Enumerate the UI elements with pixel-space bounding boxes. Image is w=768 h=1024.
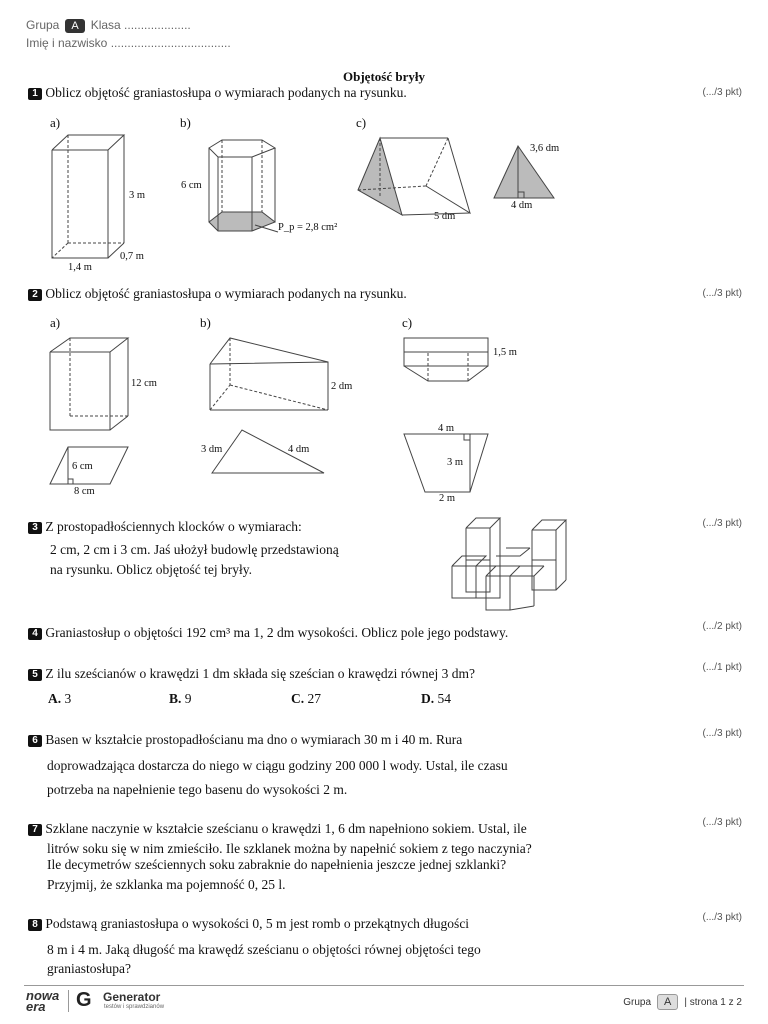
logo-separator	[68, 990, 69, 1012]
task-text: Ile decymetrów sześciennych soku zabraknie do napełnienia jeszcze jednej szklanki?	[47, 857, 507, 872]
dim-label: 4 m	[438, 423, 455, 434]
task-points: (.../2 pkt)	[702, 621, 742, 632]
task-text: Podstawą graniastosłupa o wysokości 0, 5 m jest romb o przekątnych długości	[45, 916, 470, 931]
task-text: Graniastosłup o objętości 192 cm³ ma 1, 2 dm wysokości. Oblicz pole jego podstawy.	[45, 625, 509, 640]
figure-label-c: c)	[402, 315, 413, 330]
task-4	[28, 624, 508, 642]
task-text: Oblicz objętość graniastosłupa o wymiarach podanych na rysunku.	[45, 85, 407, 100]
task-number: 4	[28, 628, 42, 640]
task-text: graniastosłupa?	[47, 961, 131, 976]
name-label: Imię i nazwisko ....................................	[26, 36, 231, 50]
answer-option[interactable]: C. 27	[291, 691, 321, 706]
figure-label-a: a)	[50, 115, 61, 130]
answer-option[interactable]: A. 3	[48, 691, 72, 706]
task-number: 6	[28, 735, 42, 747]
task-number: 7	[28, 824, 42, 836]
task-points: (.../3 pkt)	[702, 518, 742, 529]
group-badge: A	[657, 994, 678, 1010]
generator-logo-sub: testów i sprawdzianów	[104, 1004, 165, 1010]
task-number: 3	[28, 522, 42, 534]
dim-label: 2 dm	[331, 381, 353, 392]
generator-logo-icon: G	[76, 989, 92, 1011]
task-text: Szklane naczynie w kształcie sześcianu o krawędzi 1, 6 dm napełniono sokiem. Ustal, ile	[45, 821, 527, 836]
task-number: 8	[28, 919, 42, 931]
dim-label: 2 m	[439, 493, 456, 504]
group-badge: A	[65, 19, 84, 33]
task-points: (.../3 pkt)	[702, 87, 742, 98]
dim-label: P_p = 2,8 cm²	[278, 222, 338, 233]
group-label: Grupa	[26, 18, 60, 32]
task-8	[28, 915, 469, 933]
task-text: Przyjmij, że szklanka ma pojemność 0, 25 l.	[47, 877, 286, 892]
dim-label: 4 dm	[511, 200, 533, 211]
task-points: (.../1 pkt)	[702, 662, 742, 673]
figure-label-b: b)	[200, 315, 211, 330]
task-7	[28, 820, 527, 838]
dim-label: 3 m	[129, 190, 146, 201]
task-number: 2	[28, 289, 42, 301]
dim-label: 8 cm	[74, 486, 95, 497]
task-text: doprowadzająca dostarcza do niego w ciągu godziny 200 000 l wody. Ustal, ile czasu	[47, 758, 508, 773]
task-points: (.../3 pkt)	[702, 817, 742, 828]
footer-divider	[24, 985, 744, 986]
task-points: (.../3 pkt)	[702, 288, 742, 299]
task-6	[28, 731, 462, 749]
task-text: litrów soku się w nim zmieściło. Ile szklanek można by napełnić sokiem z tego naczynia?	[47, 841, 532, 856]
task-text: Oblicz objętość graniastosłupa o wymiarach podanych na rysunku.	[45, 286, 407, 301]
task-5	[28, 665, 475, 683]
generator-logo-title: Generator	[103, 990, 161, 1004]
task-text: potrzeba na napełnienie tego basenu do wysokości 2 m.	[47, 782, 348, 797]
dim-label: 3 dm	[201, 444, 223, 455]
dim-label: 1,5 m	[493, 347, 517, 358]
task-number: 1	[28, 88, 42, 100]
dim-label: 3 m	[447, 457, 464, 468]
answer-option[interactable]: B. 9	[169, 691, 192, 706]
page-indicator: Grupa A | strona 1 z 2	[623, 996, 742, 1008]
task-text: 2 cm, 2 cm i 3 cm. Jaś ułożył budowlę przedstawioną	[50, 542, 339, 557]
class-label: Klasa ....................	[90, 18, 191, 32]
dim-label: 12 cm	[131, 378, 157, 389]
dim-label: 3,6 dm	[530, 143, 560, 154]
task-text: Z ilu sześcianów o krawędzi 1 dm składa się sześcian o krawędzi równej 3 dm?	[45, 666, 475, 681]
figure-label-b: b)	[180, 115, 191, 130]
task-text: na rysunku. Oblicz objętość tej bryły.	[50, 562, 252, 577]
task-text: 8 m i 4 m. Jaką długość ma krawędź sześcianu o objętości równej objętości tego	[47, 942, 481, 957]
page-title: Objętość bryły	[343, 69, 425, 84]
task-text: Basen w kształcie prostopadłościanu ma dno o wymiarach 30 m i 40 m. Rura	[45, 732, 463, 747]
nowa-era-logo: nowa era	[26, 988, 60, 1014]
task-points: (.../3 pkt)	[702, 728, 742, 739]
figure-label-c: c)	[356, 115, 367, 130]
task-text: Z prostopadłościennych klocków o wymiarach:	[45, 519, 302, 534]
dim-label: 6 cm	[181, 180, 202, 191]
answer-option[interactable]: D. 54	[421, 691, 451, 706]
dim-label: 1,4 m	[68, 262, 92, 273]
dim-label: 6 cm	[72, 461, 93, 472]
dim-label: 5 dm	[434, 211, 456, 222]
task-points: (.../3 pkt)	[702, 912, 742, 923]
dim-label: 4 dm	[288, 444, 310, 455]
figure-label-a: a)	[50, 315, 61, 330]
dim-label: 0,7 m	[120, 251, 144, 262]
task-number: 5	[28, 669, 42, 681]
